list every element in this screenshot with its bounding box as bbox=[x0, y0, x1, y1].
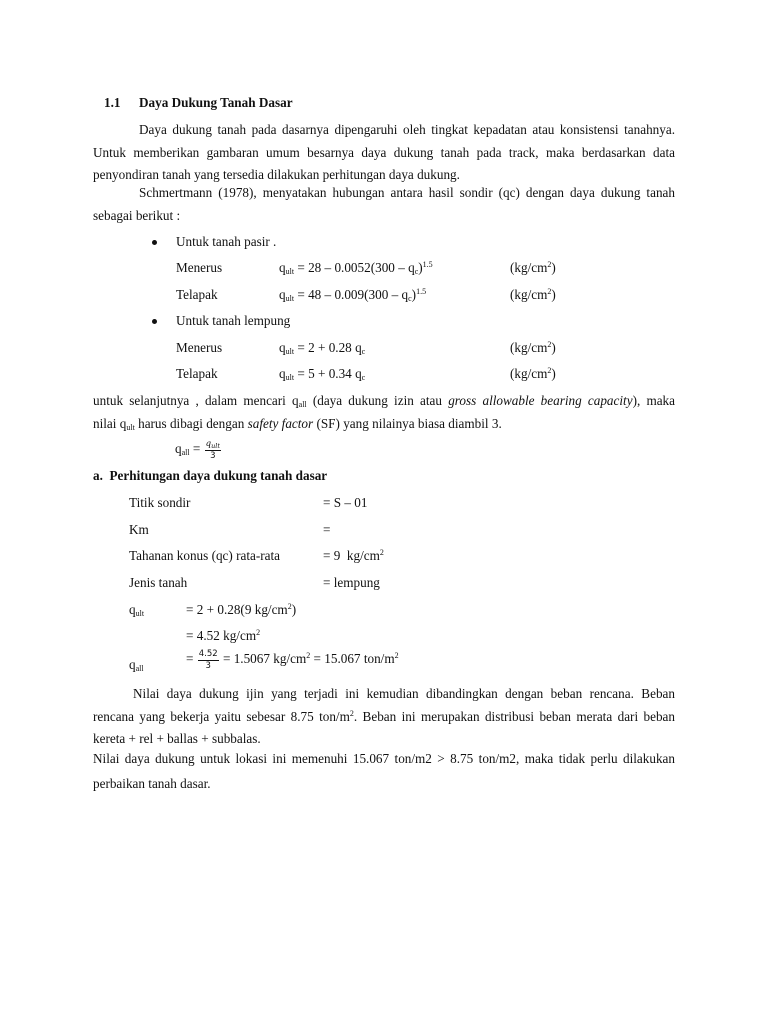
pasir-label: Untuk tanah pasir . bbox=[176, 234, 277, 249]
lempung-telapak-name: Telapak bbox=[176, 366, 218, 381]
nilai-line-2: rencana yang bekerja yaitu sebesar 8.75 ton/$m^2$. Beban ini merupakan distribusi beban merata dari beban bbox=[93, 708, 675, 724]
schmertmann-line-1: Schmertmann (1978), menyatakan hubungan antara hasil sondir (qc) dengan daya dukung tanah bbox=[139, 185, 675, 200]
nilai-paragraph bbox=[93, 683, 675, 751]
pasir-menerus-unit: $(kg/cm^2)$ bbox=[510, 260, 556, 275]
qult-equation-2: = 4.52 $kg/cm^2$ bbox=[186, 628, 261, 643]
qall-calc-fraction: $\frac{4.52}{3}$ bbox=[198, 649, 218, 671]
qall-fraction: $\frac{q_{ult}}{3}$ bbox=[205, 439, 220, 461]
param-label: Tahanan konus (qc) rata-rata bbox=[129, 548, 281, 563]
lempung-menerus-unit: $(kg/cm^2)$ bbox=[510, 340, 556, 355]
conclusion-paragraph bbox=[93, 746, 675, 796]
section-number: 1.1 bbox=[104, 95, 121, 110]
qall-formula: $q_{all}$ = $\frac{q_{ult}}{3}$ bbox=[175, 439, 220, 461]
qult-label: $q_{ult}$ bbox=[129, 602, 145, 618]
intro-line-2: Untuk memberikan gambaran umum besarnya daya dukung tanah pada track, maka berdasarkan data bbox=[93, 144, 675, 160]
intro-line-3: penyondiran tanah yang tersedia dilakukan perhitungan daya dukung. bbox=[93, 167, 460, 182]
lempung-menerus-formula: $q_{ult} = 2 + 0.28$ $q_c$ bbox=[279, 340, 366, 356]
lempung-label: Untuk tanah lempung bbox=[176, 313, 291, 328]
bullet-icon bbox=[152, 319, 157, 324]
nilai-line-1: Nilai daya dukung ijin yang terjadi ini kemudian dibandingkan dengan beban rencana. Beban bbox=[133, 686, 675, 701]
nilai-line-3: kereta + rel + ballas + subbalas. bbox=[93, 731, 261, 746]
selanjutnya-line-2: nilai $q_{ult}$ harus dibagi dengan safety factor (SF) yang nilainya biasa diambil 3. bbox=[93, 415, 502, 432]
schmertmann-line-2: sebagai berikut : bbox=[93, 207, 181, 223]
pasir-menerus-name: Menerus bbox=[176, 260, 223, 275]
schmertmann-paragraph bbox=[93, 182, 675, 227]
conclusion-line-1: Nilai daya dukung untuk lokasi ini memenuhi 15.067 ton/m2 > 8.75 ton/m2, maka tidak perlu dilakukan bbox=[93, 751, 675, 766]
param-value: = S – 01 bbox=[323, 495, 368, 510]
section-a-title: a. Perhitungan daya dukung tanah dasar bbox=[93, 468, 328, 483]
pasir-menerus-formula: $q_{ult} = 28 - 0.0052(300 - q_c)^{1.5}$ bbox=[279, 260, 433, 276]
lempung-telapak-unit: $(kg/cm^2)$ bbox=[510, 366, 556, 381]
qall-calc-equation: = $\frac{4.52}{3}$ = 1.5067 $kg/cm^2 = 15.067$ ton/$m^2$ bbox=[186, 649, 399, 671]
pasir-telapak-name: Telapak bbox=[176, 287, 218, 302]
lempung-telapak-formula: $q_{ult} = 5 + 0.34$ $q_c$ bbox=[279, 366, 366, 382]
bullet-icon bbox=[152, 240, 157, 245]
param-value: = bbox=[323, 522, 331, 537]
param-label: Titik sondir bbox=[129, 495, 191, 510]
selanjutnya-line-1: untuk selanjutnya , dalam mencari $q_{all}$ (daya dukung izin atau gross allowable bearing capacity), maka bbox=[93, 393, 675, 409]
section-title: Daya Dukung Tanah Dasar bbox=[139, 95, 293, 110]
intro-paragraph bbox=[93, 119, 675, 187]
qult-equation-1: = 2 + 0.28(9 $kg/cm^2$) bbox=[186, 602, 297, 617]
selanjutnya-paragraph bbox=[93, 390, 675, 435]
param-value: = 9 $kg/cm^2$ bbox=[323, 548, 384, 563]
qall-calc-label: $q_{all}$ bbox=[129, 657, 144, 673]
lempung-menerus-name: Menerus bbox=[176, 340, 223, 355]
conclusion-line-2: perbaikan tanah dasar. bbox=[93, 776, 211, 791]
intro-line-1: Daya dukung tanah pada dasarnya dipengaruhi oleh tingkat kepadatan atau konsistensi tanahnya. bbox=[139, 122, 675, 137]
param-label: Jenis tanah bbox=[129, 575, 188, 590]
param-value: = lempung bbox=[323, 575, 380, 590]
pasir-telapak-formula: $q_{ult} = 48 - 0.009(300 - q_c)^{1.5}$ bbox=[279, 287, 427, 303]
pasir-telapak-unit: $(kg/cm^2)$ bbox=[510, 287, 556, 302]
param-label: Km bbox=[129, 522, 149, 537]
